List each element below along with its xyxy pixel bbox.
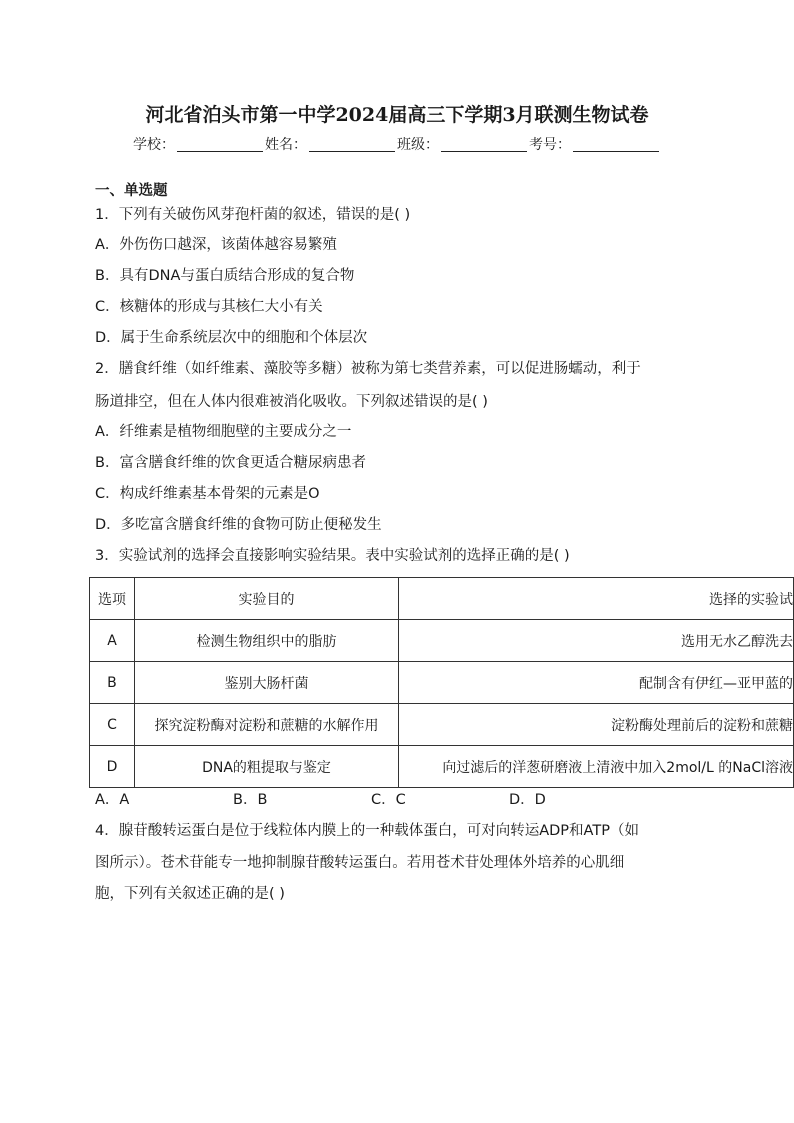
q3-answer-b: B．B	[233, 792, 268, 808]
table-cell: A	[90, 620, 135, 662]
section-heading: 一、单选题	[95, 182, 168, 199]
number-label: 考号：	[529, 137, 571, 153]
table-cell: DNA的粗提取与鉴定	[134, 746, 398, 788]
student-info-row	[0, 135, 794, 155]
q2-option-c: C．构成纤维素基本骨架的元素是O	[95, 486, 320, 502]
exam-title: 河北省泊头市第一中学2024届高三下学期3月联测生物试卷	[145, 104, 649, 126]
name-blank	[309, 137, 395, 152]
q2-stem-line1: 2．膳食纤维（如纤维素、藻胶等多糖）被称为第七类营养素，可以促进肠蠕动，利于	[95, 361, 641, 377]
q1-option-d: D．属于生命系统层次中的细胞和个体层次	[95, 330, 368, 346]
q1-option-c: C．核糖体的形成与其核仁大小有关	[95, 299, 323, 315]
table-cell: D	[90, 746, 135, 788]
table-cell: 探究淀粉酶对淀粉和蔗糖的水解作用	[134, 704, 398, 746]
table-header-row	[90, 578, 794, 620]
class-label: 班级：	[397, 137, 439, 153]
name-label: 姓名：	[265, 137, 307, 153]
school-label: 学校：	[133, 137, 175, 153]
table-row	[90, 704, 794, 746]
number-blank	[573, 137, 659, 152]
table-row	[90, 662, 794, 704]
q1-option-a: A．外伤伤口越深，该菌体越容易繁殖	[95, 237, 337, 253]
class-blank	[441, 137, 527, 152]
table-cell: 淀粉酶处理前后的淀粉和蔗糖	[399, 704, 794, 746]
table-cell: 配制含有伊红—亚甲蓝的	[399, 662, 794, 704]
table-cell: C	[90, 704, 135, 746]
q2-option-d: D．多吃富含膳食纤维的食物可防止便秘发生	[95, 517, 382, 533]
q3-table	[89, 577, 794, 788]
table-cell: B	[90, 662, 135, 704]
q3-answer-a: A．A	[95, 792, 130, 808]
q3-answer-c: C．C	[371, 792, 406, 808]
q2-stem-line2: 肠道排空，但在人体内很难被消化吸收。下列叙述错误的是( )	[95, 394, 488, 410]
table-cell: 选用无水乙醇洗去	[399, 620, 794, 662]
q2-option-b: B．富含膳食纤维的饮食更适合糖尿病患者	[95, 455, 366, 471]
table-cell: 鉴别大肠杆菌	[134, 662, 398, 704]
table-header-cell: 选择的实验试	[399, 578, 794, 620]
q4-stem-line2: 图所示）。苍术苷能专一地抑制腺苷酸转运蛋白。若用苍术苷处理体外培养的心肌细	[95, 855, 625, 871]
table-cell: 检测生物组织中的脂肪	[134, 620, 398, 662]
q4-stem-line3: 胞，下列有关叙述正确的是( )	[95, 886, 285, 902]
q4-stem-line1: 4．腺苷酸转运蛋白是位于线粒体内膜上的一种载体蛋白，可对向转运ADP和ATP（如	[95, 823, 639, 839]
q3-stem: 3．实验试剂的选择会直接影响实验结果。表中实验试剂的选择正确的是( )	[95, 548, 570, 564]
q3-answer-d: D．D	[509, 792, 546, 808]
table-row	[90, 746, 794, 788]
q1-option-b: B．具有DNA与蛋白质结合形成的复合物	[95, 268, 355, 284]
table-cell: 向过滤后的洋葱研磨液上清液中加入2mol/L 的NaCl溶液	[399, 746, 794, 788]
table-row	[90, 620, 794, 662]
school-blank	[177, 137, 263, 152]
table-header-cell: 选项	[90, 578, 135, 620]
q2-option-a: A．纤维素是植物细胞壁的主要成分之一	[95, 424, 352, 440]
table-header-cell: 实验目的	[134, 578, 398, 620]
q1-stem: 1．下列有关破伤风芽孢杆菌的叙述，错误的是( )	[95, 207, 411, 223]
